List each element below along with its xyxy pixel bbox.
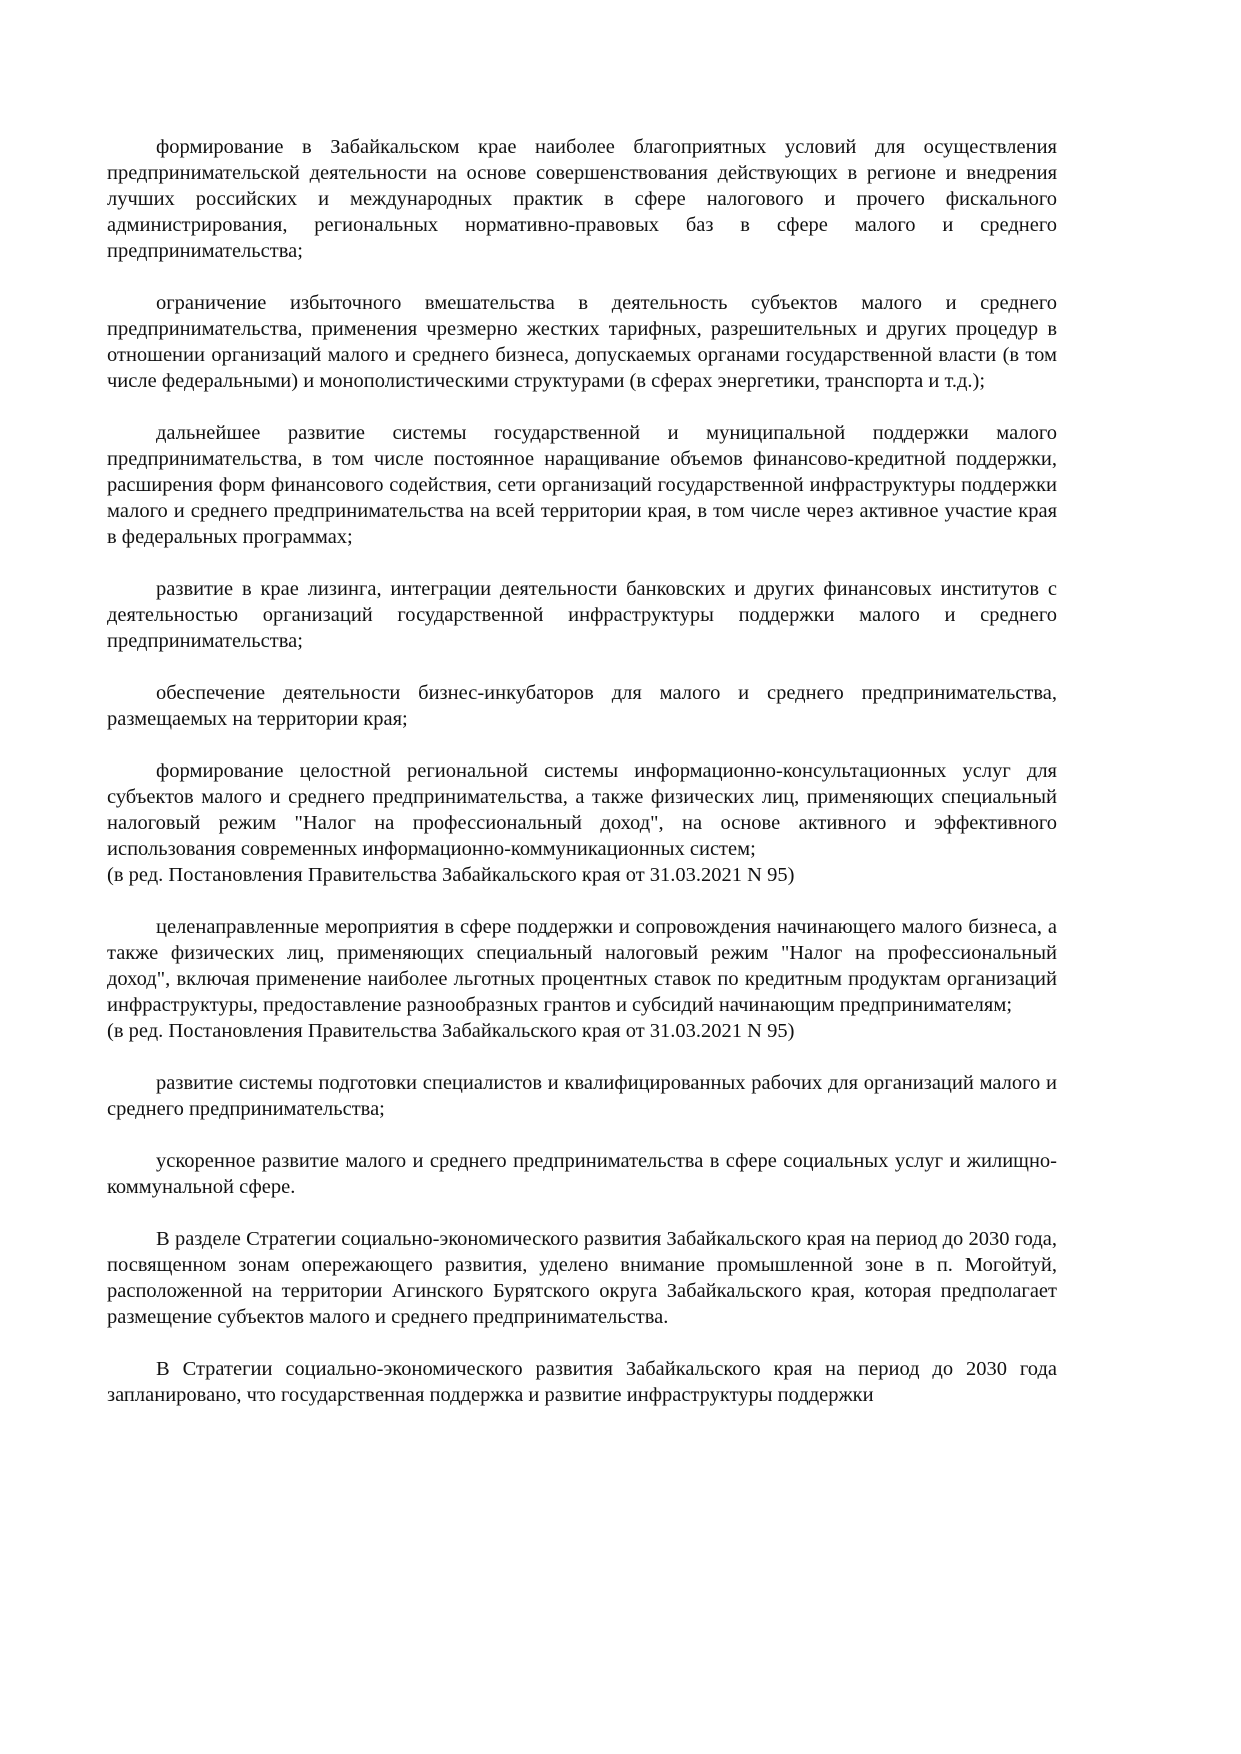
paragraph-text: развитие в крае лизинга, интеграции деятельности банковских и других финансовых институтов с деятельностью организаций государственной инфраструктуры поддержки малого и среднего предпринимательства; <box>107 578 1057 652</box>
paragraph-text: развитие системы подготовки специалистов и квалифицированных рабочих для организаций малого и среднего предпринимательства; <box>107 1072 1057 1120</box>
paragraph-mogoytuy-zone <box>107 1226 1057 1330</box>
paragraph-text: ограничение избыточного вмешательства в деятельность субъектов малого и среднего предпринимательства, применения чрезмерно жестких тарифных, разрешительных и других процедур в отношении организаций малого и среднего бизнеса, допускаемых органами государственной власти (в том числе федеральными) и монополистическими структурами (в сферах энергетики, транспорта и т.д.); <box>107 292 1057 392</box>
paragraph-text: дальнейшее развитие системы государственной и муниципальной поддержки малого предпринимательства, в том числе постоянное наращивание объемов финансово-кредитной поддержки, расширения форм финансового содействия, сети организаций государственной инфраструктуры поддержки малого и среднего предпринимательства на всей территории края, в том числе через активное участие края в федеральных программах; <box>107 422 1057 548</box>
amendment-note: (в ред. Постановления Правительства Забайкальского края от 31.03.2021 N 95) <box>107 864 795 886</box>
paragraph-social-services <box>107 1148 1057 1200</box>
paragraph-text: обеспечение деятельности бизнес-инкубаторов для малого и среднего предпринимательства, размещаемых на территории края; <box>107 682 1057 730</box>
paragraph-text: формирование целостной региональной системы информационно-консультационных услуг для субъектов малого и среднего предпринимательства, а также физических лиц, применяющих специальный налоговый режим "Налог на профессиональный доход", на основе активного и эффективного использования современных информационно-коммуникационных систем; <box>107 760 1057 860</box>
document-page <box>107 134 1057 1408</box>
paragraph-limiting-interference <box>107 290 1057 394</box>
amendment-note: (в ред. Постановления Правительства Забайкальского края от 31.03.2021 N 95) <box>107 1020 795 1042</box>
paragraph-strategy-2030 <box>107 1356 1057 1408</box>
paragraph-text: целенаправленные мероприятия в сфере поддержки и сопровождения начинающего малого бизнеса, а также физических лиц, применяющих специальный налоговый режим "Налог на профессиональный доход", включая применение наиболее льготных процентных ставок по кредитным продуктам организаций инфраструктуры, предоставление разнообразных грантов и субсидий начинающим предпринимателям; <box>107 916 1057 1016</box>
paragraph-text: формирование в Забайкальском крае наиболее благоприятных условий для осуществления предпринимательской деятельности на основе совершенствования действующих в регионе и внедрения лучших российских и международных практик в сфере налогового и прочего фискального администрирования, региональных нормативно-правовых баз в сфере малого и среднего предпринимательства; <box>107 136 1057 262</box>
paragraph-specialist-training <box>107 1070 1057 1122</box>
paragraph-text: В Стратегии социально-экономического развития Забайкальского края на период до 2030 года запланировано, что государственная поддержка и развитие инфраструктуры поддержки <box>107 1358 1057 1406</box>
paragraph-business-incubators <box>107 680 1057 732</box>
paragraph-leasing-development <box>107 576 1057 654</box>
paragraph-consulting-services <box>107 758 1057 888</box>
paragraph-text: В разделе Стратегии социально-экономического развития Забайкальского края на период до 2030 года, посвященном зонам опережающего развития, уделено внимание промышленной зоне в п. Могойтуй, расположенной на территории Агинского Бурятского округа Забайкальского края, которая предполагает размещение субъектов малого и среднего предпринимательства. <box>107 1228 1057 1328</box>
paragraph-favorable-conditions <box>107 134 1057 264</box>
paragraph-text: ускоренное развитие малого и среднего предпринимательства в сфере социальных услуг и жилищно-коммунальной сфере. <box>107 1150 1057 1198</box>
paragraph-support-system-development <box>107 420 1057 550</box>
paragraph-startup-support <box>107 914 1057 1044</box>
